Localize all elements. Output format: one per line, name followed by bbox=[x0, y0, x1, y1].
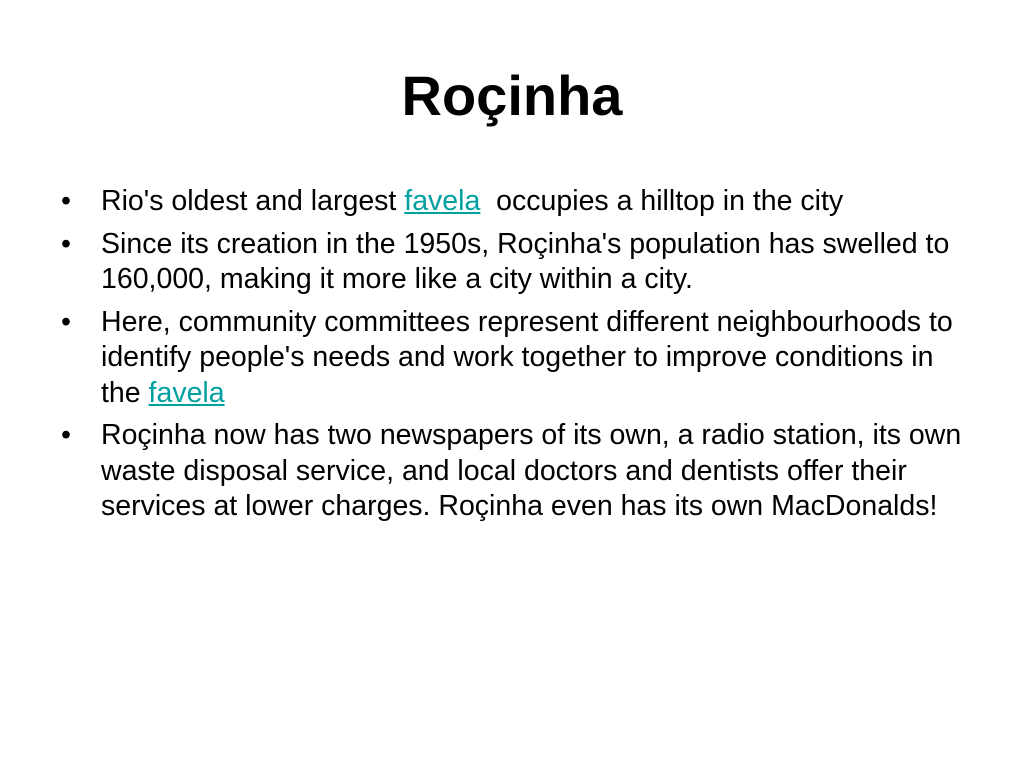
bullet-text: Since its creation in the 1950s, Roçinha's population has swelled to 160,000, making it more like a city within a city. bbox=[101, 227, 950, 295]
bullet-list bbox=[56, 184, 976, 532]
bullet-item bbox=[56, 418, 976, 525]
bullet-dot-icon: • bbox=[61, 419, 71, 451]
bullet-item bbox=[56, 227, 976, 298]
bullet-text: Rio's oldest and largest bbox=[101, 185, 405, 217]
bullet-text: Here, community committees represent different neighbourhoods to identify people's needs and work together to improve conditions in the bbox=[101, 305, 953, 409]
slide-title: Roçinha bbox=[401, 64, 623, 127]
bullet-item bbox=[56, 184, 976, 220]
favela-link[interactable]: favela bbox=[404, 185, 481, 217]
bullet-item bbox=[56, 305, 976, 412]
bullet-dot-icon: • bbox=[61, 185, 71, 217]
bullet-text: Roçinha now has two newspapers of its own, a radio station, its own waste disposal service, and local doctors and dentists offer their services at lower charges. Roçinha even has its own MacDonalds! bbox=[101, 419, 962, 522]
bullet-text: occupies a hilltop in the city bbox=[480, 185, 844, 217]
bullet-dot-icon: • bbox=[61, 305, 71, 338]
favela-link[interactable]: favela bbox=[148, 376, 225, 409]
bullet-dot-icon: • bbox=[61, 227, 71, 260]
